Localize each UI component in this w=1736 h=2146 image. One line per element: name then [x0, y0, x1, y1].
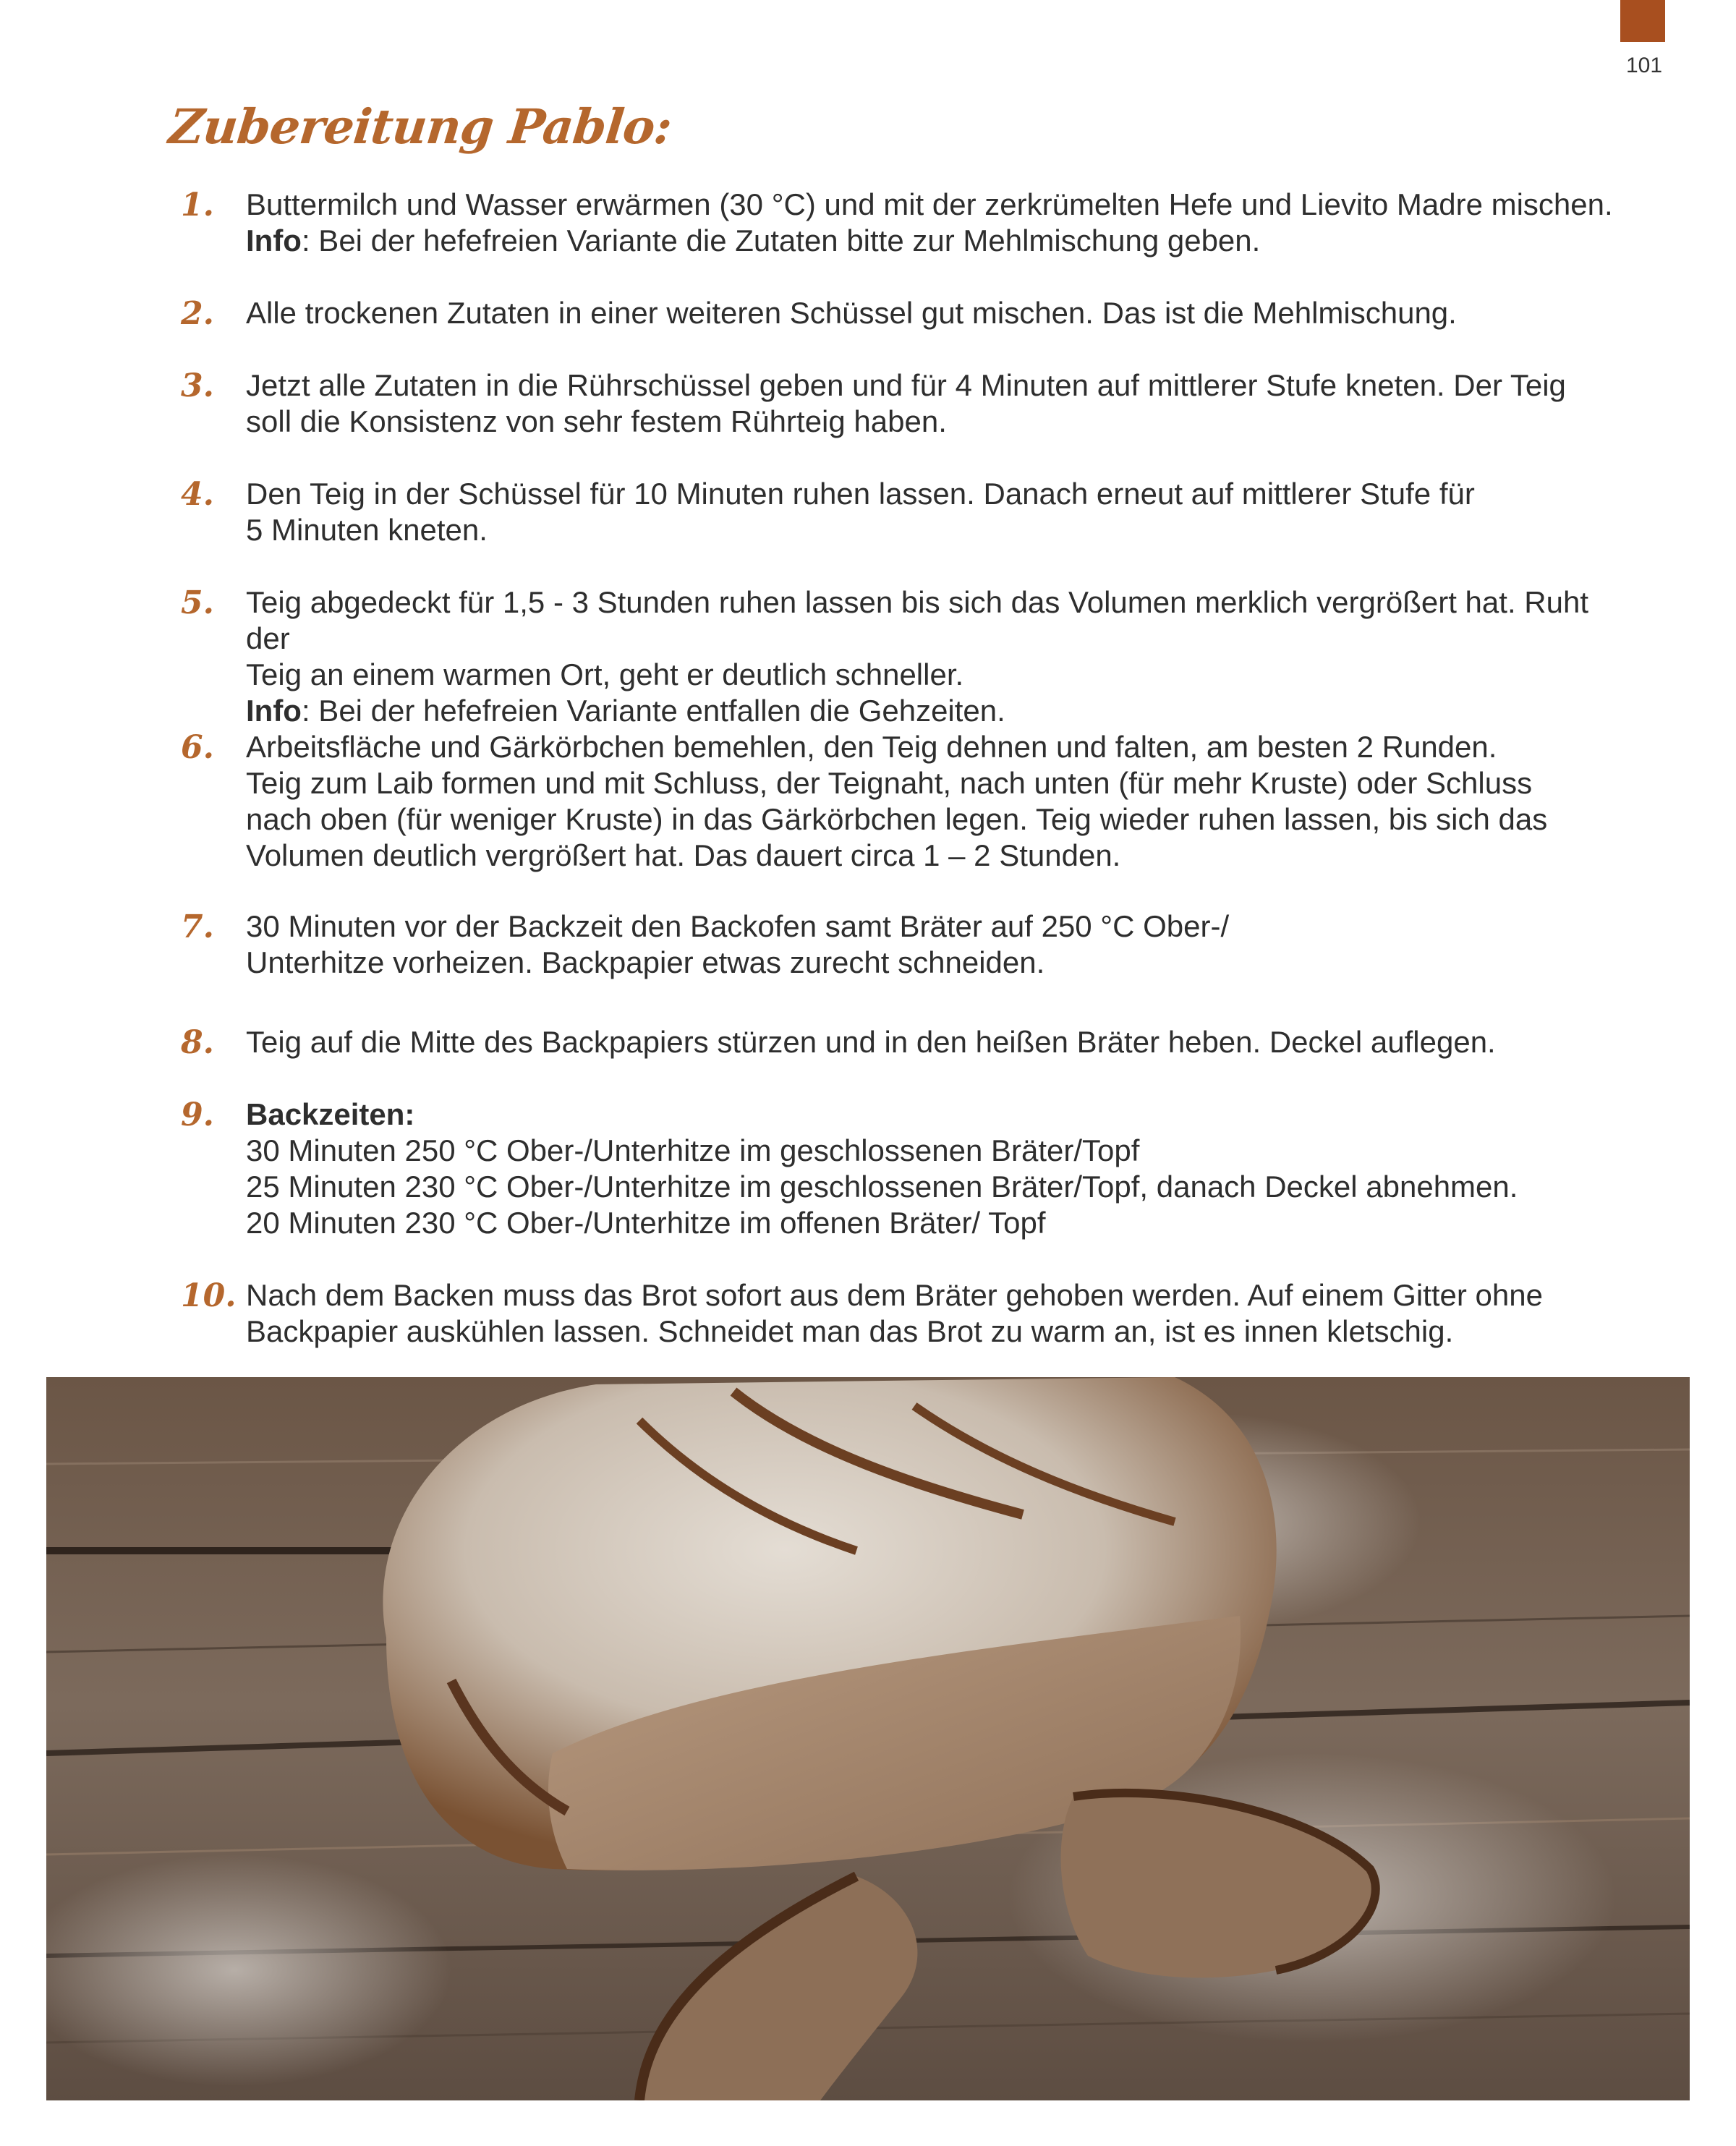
step-text-line: Teig zum Laib formen und mit Schluss, der Teignaht, nach unten (für mehr Kruste) oder Schluss: [246, 766, 1533, 800]
info-line: [246, 693, 1635, 729]
step-text-line: Volumen deutlich vergrößert hat. Das dauert circa 1 – 2 Stunden.: [246, 838, 1121, 872]
info-label: Info: [246, 694, 302, 728]
step-text-line: Teig an einem warmen Ort, geht er deutlich schneller.: [246, 657, 964, 691]
step-text-line: Backpapier auskühlen lassen. Schneidet man das Brot zu warm an, ist es innen kletschig.: [246, 1314, 1454, 1348]
step-text-line: Unterhitze vorheizen. Backpapier etwas zurecht schneiden.: [246, 945, 1045, 979]
step-number: 1.: [181, 187, 214, 223]
page-title: Zubereitung Pablo:: [166, 98, 675, 155]
step-number: 10.: [181, 1277, 237, 1314]
step-heading: Backzeiten:: [246, 1097, 415, 1131]
step-number: 7.: [181, 908, 214, 945]
step-text-line: Teig abgedeckt für 1,5 - 3 Stunden ruhen lassen bis sich das Volumen merklich vergrößert hat. Ruht der: [246, 585, 1588, 655]
page-corner-tab: [1620, 0, 1665, 42]
step-text-line: Den Teig in der Schüssel für 10 Minuten ruhen lassen. Danach erneut auf mittlerer Stufe für: [246, 477, 1475, 511]
step-text-line: Teig auf die Mitte des Backpapiers stürzen und in den heißen Bräter heben. Deckel auflegen.: [246, 1025, 1496, 1059]
info-text: : Bei der hefefreien Variante die Zutaten bitte zur Mehlmischung geben.: [301, 223, 1261, 257]
step-number: 4.: [181, 476, 214, 513]
step-number: 3.: [181, 367, 214, 404]
step-text-line: Buttermilch und Wasser erwärmen (30 °C) und mit der zerkrümelten Hefe und Lievito Madre mischen.: [246, 187, 1613, 221]
step-number: 9.: [181, 1097, 214, 1133]
step-number: 8.: [181, 1024, 214, 1061]
step-text-line: soll die Konsistenz von sehr festem Rührteig haben.: [246, 404, 947, 438]
step-text-line: 5 Minuten kneten.: [246, 513, 488, 547]
step-text-line: Nach dem Backen muss das Brot sofort aus dem Bräter gehoben werden. Auf einem Gitter ohne: [246, 1278, 1543, 1312]
step-number: 6.: [181, 729, 214, 766]
info-label: Info: [246, 223, 302, 257]
step-text-line: 30 Minuten vor der Backzeit den Backofen samt Bräter auf 250 °C Ober-/: [246, 909, 1230, 943]
step-text-line: 25 Minuten 230 °C Ober-/Unterhitze im geschlossenen Bräter/Topf, danach Deckel abnehmen.: [246, 1170, 1518, 1204]
step-text-line: 20 Minuten 230 °C Ober-/Unterhitze im offenen Bräter/ Topf: [246, 1206, 1046, 1240]
step-number: 2.: [181, 295, 214, 332]
bread-photo: [46, 1377, 1690, 2100]
step-text-line: Alle trockenen Zutaten in einer weiteren Schüssel gut mischen. Das ist die Mehlmischung.: [246, 296, 1457, 330]
info-text: : Bei der hefefreien Variante entfallen die Gehzeiten.: [301, 694, 1005, 728]
info-line: [246, 223, 1635, 259]
step-text-line: Jetzt alle Zutaten in die Rührschüssel geben und für 4 Minuten auf mittlerer Stufe kneten. Der Teig: [246, 368, 1566, 402]
step-text-line: 30 Minuten 250 °C Ober-/Unterhitze im geschlossenen Bräter/Topf: [246, 1133, 1140, 1167]
page-number: 101: [1625, 54, 1663, 77]
step-text-line: nach oben (für weniger Kruste) in das Gärkörbchen legen. Teig wieder ruhen lassen, bis sich das: [246, 802, 1548, 836]
step-number: 5.: [181, 584, 214, 621]
step-text-line: Arbeitsfläche und Gärkörbchen bemehlen, den Teig dehnen und falten, am besten 2 Runden.: [246, 730, 1497, 764]
